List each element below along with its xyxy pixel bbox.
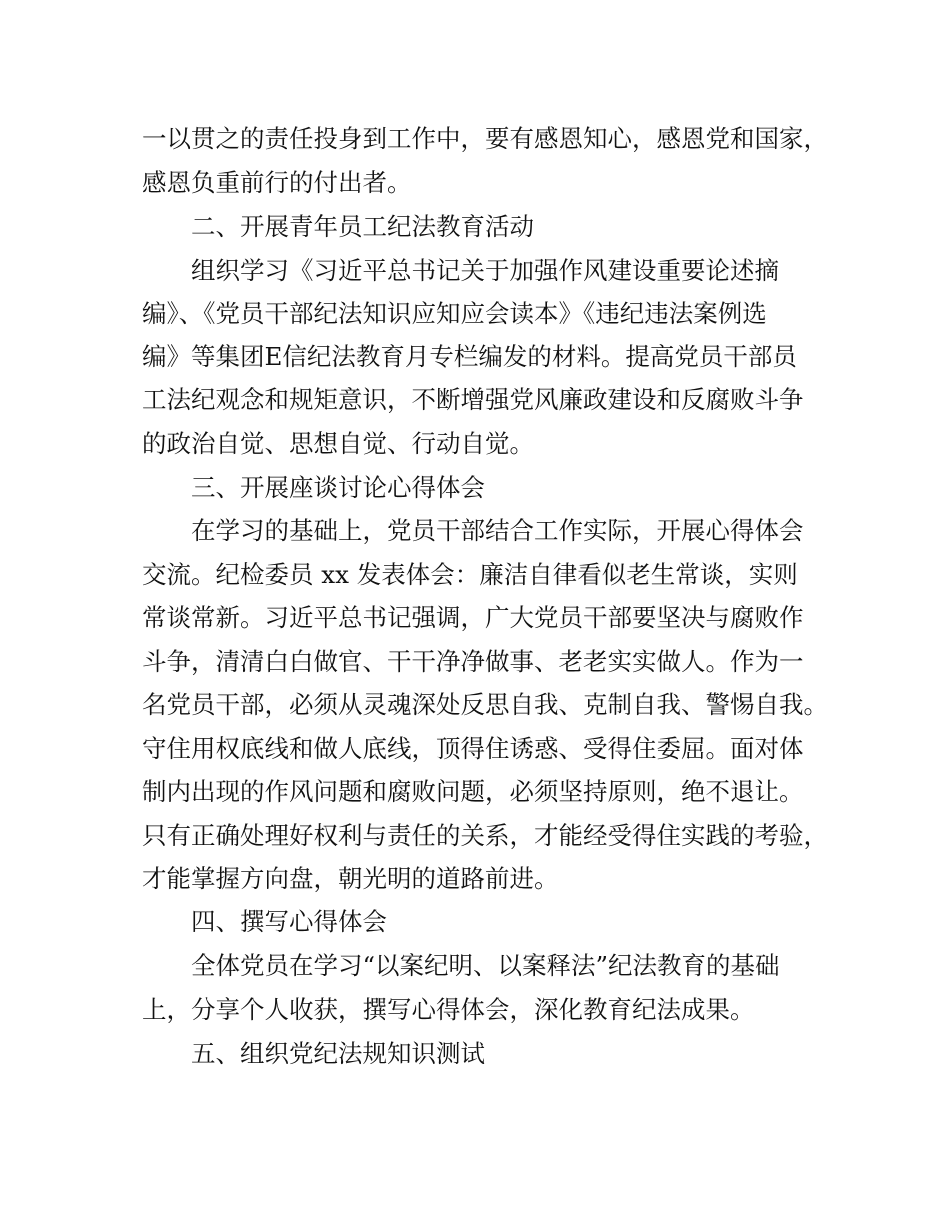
paragraph-line: 交流。纪检委员 xx 发表体会：廉洁自律看似老生常谈，实则 <box>142 560 798 589</box>
paragraph-line: 编》、《党员干部纪法知识应知应会读本》《违纪违法案例选 <box>142 299 767 328</box>
paragraph-line: 的政治自觉、思想自觉、行动自觉。 <box>142 429 534 458</box>
paragraph-line: 守住用权底线和做人底线，顶得住诱惑、受得住委屈。面对体 <box>142 734 804 763</box>
section-heading: 二、开展青年员工纪法教育活动 <box>191 212 534 241</box>
paragraph-line: 工法纪观念和规矩意识，不断增强党风廉政建设和反腐败斗争 <box>142 385 804 414</box>
section-heading: 五、组织党纪法规知识测试 <box>191 1039 485 1068</box>
paragraph-line: 感恩负重前行的付出者。 <box>142 168 412 197</box>
paragraph-line: 上，分享个人收获，撰写心得体会，深化教育纪法成果。 <box>142 995 755 1024</box>
paragraph-line: 名党员干部，必须从灵魂深处反思自我、克制自我、警惕自我。 <box>142 690 828 719</box>
paragraph-line: 只有正确处理好权利与责任的关系，才能经受得住实践的考验， <box>142 821 828 850</box>
paragraph-line: 组织学习《习近平总书记关于加强作风建设重要论述摘 <box>191 256 779 285</box>
paragraph-line: 全体党员在学习“以案纪明、以案释法”纪法教育的基础 <box>191 951 780 980</box>
paragraph-line: 常谈常新。习近平总书记强调，广大党员干部要坚决与腐败作 <box>142 603 804 632</box>
paragraph-line: 制内出现的作风问题和腐败问题，必须坚持原则，绝不退让。 <box>142 777 804 806</box>
paragraph-line: 一以贯之的责任投身到工作中，要有感恩知心，感恩党和国家， <box>142 124 828 153</box>
paragraph-line: 编》等集团E信纪法教育月专栏编发的材料。提高党员干部员 <box>142 342 797 371</box>
section-heading: 四、撰写心得体会 <box>191 907 387 936</box>
paragraph-line: 斗争，清清白白做官、干干净净做事、老老实实做人。作为一 <box>142 647 804 676</box>
paragraph-line: 才能掌握方向盘，朝光明的道路前进。 <box>142 864 559 893</box>
paragraph-line: 在学习的基础上，党员干部结合工作实际，开展心得体会 <box>191 516 804 545</box>
section-heading: 三、开展座谈讨论心得体会 <box>191 473 485 502</box>
